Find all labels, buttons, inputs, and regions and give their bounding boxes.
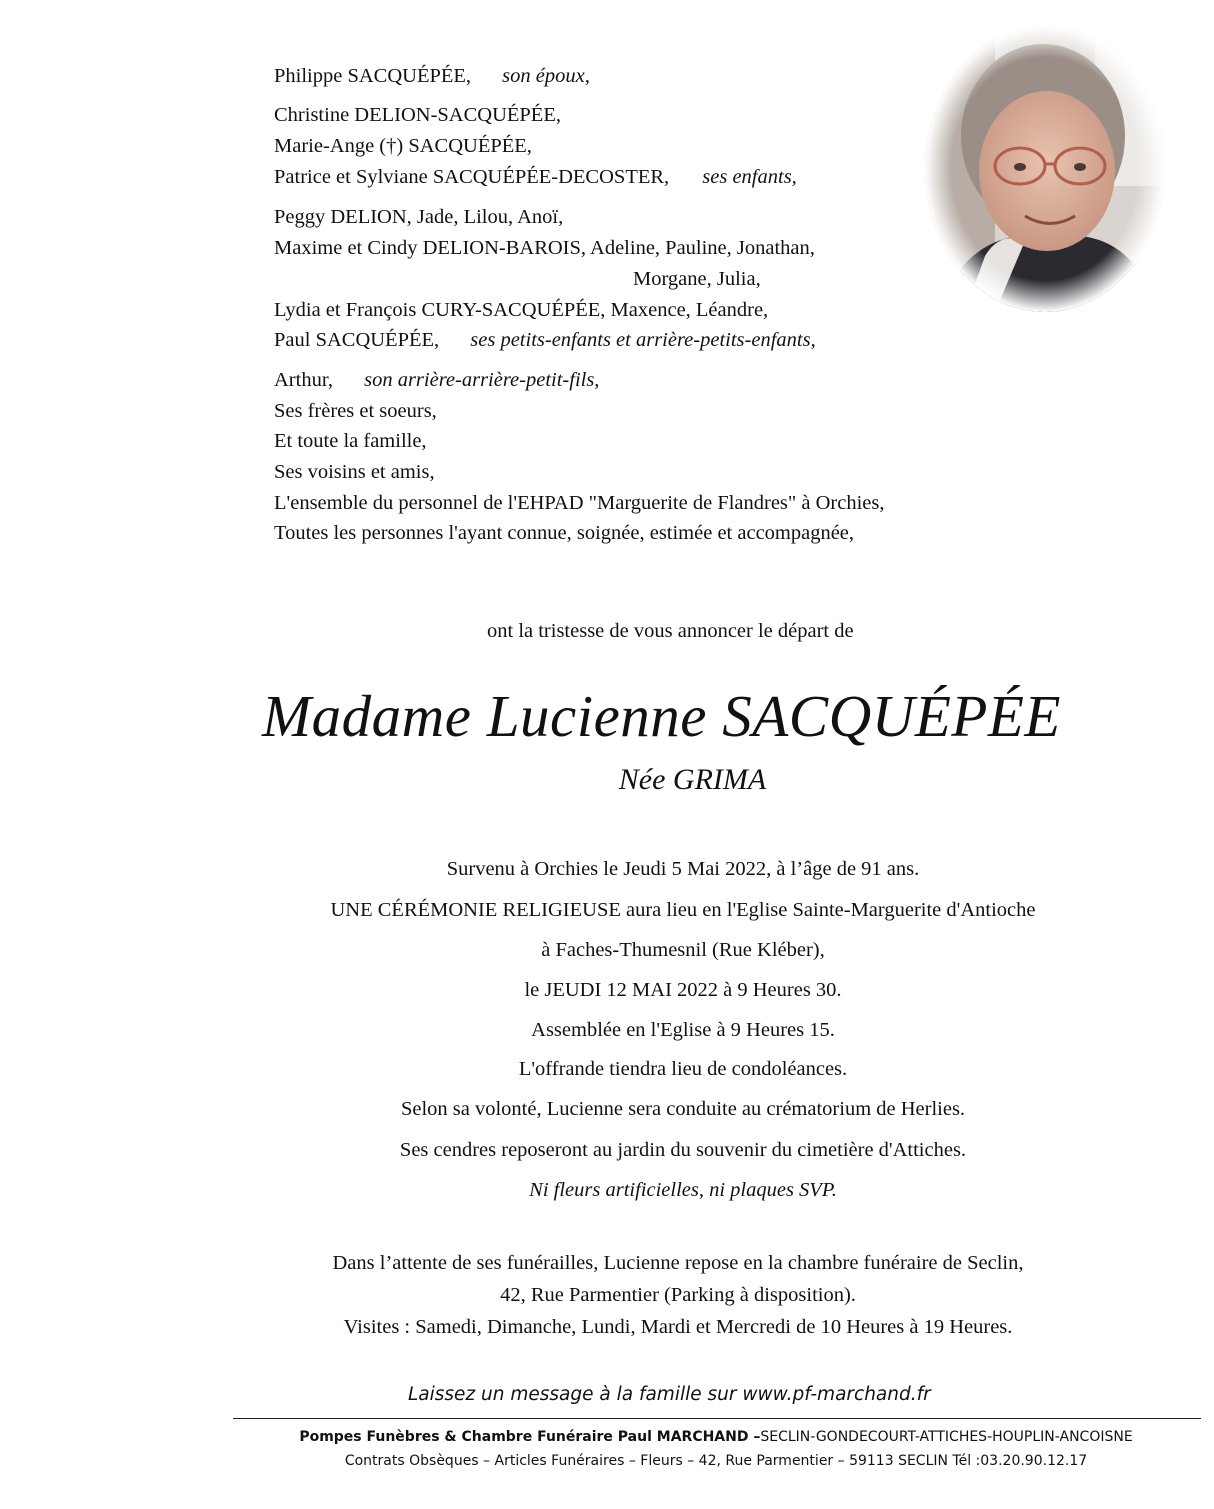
footer-company-towns: SECLIN-GONDECOURT-ATTICHES-HOUPLIN-ANCOISNE [760,1429,1133,1445]
ceremony-no-flowers: Ni fleurs artificielles, ni plaques SVP. [529,1179,837,1201]
ceremony-date: le JEUDI 12 MAI 2022 à 9 Heures 30. [524,979,842,1001]
family-line-family: Et toute la famille, [274,430,427,452]
family-line-child-3 [274,162,797,193]
great-great-grandchild-role: son arrière-arrière-petit-fils, [364,369,600,391]
family-line-siblings: Ses frères et soeurs, [274,400,437,422]
footer-company-name: Pompes Funèbres & Chambre Funéraire Paul MARCHAND – [299,1429,761,1445]
family-line-ehpad-staff: L'ensemble du personnel de l'EHPAD "Marguerite de Flandres" à Orchies, [274,492,885,514]
visit-hours: Visites : Samedi, Dimanche, Lundi, Mardi et Mercredi de 10 Heures à 19 Heures. [343,1316,1013,1338]
grandchildren-role: ses petits-enfants et arrière-petits-enfants, [470,329,816,351]
spouse-role: son époux, [502,65,590,87]
announcement-text: ont la tristesse de vous annoncer le départ de [487,620,854,642]
great-great-grandchild-name: Arthur, [274,369,333,391]
footer-contact: Contrats Obsèques – Articles Funéraires – Fleurs – 42, Rue Parmentier – 59113 SECLIN Tél :03.20.90.12.17 [344,1453,1088,1469]
ceremony-cremation: Selon sa volonté, Lucienne sera conduite au crématorium de Herlies. [400,1098,966,1120]
ceremony-location: à Faches-Thumesnil (Rue Kléber), [541,939,825,961]
children-role: ses enfants, [702,166,797,188]
visit-address: 42, Rue Parmentier (Parking à disposition). [500,1284,856,1306]
ceremony-death-info: Survenu à Orchies le Jeudi 5 Mai 2022, à l’âge de 91 ans. [446,858,920,880]
family-line-grandchild-4 [274,325,816,356]
maiden-name: Née GRIMA [618,763,767,796]
family-line-grandchild-3: Lydia et François CURY-SACQUÉPÉE, Maxence, Léandre, [274,299,769,321]
footer-company [0,1429,1214,1445]
family-line-grandchild-2: Maxime et Cindy DELION-BAROIS, Adeline, Pauline, Jonathan, [274,237,815,259]
spouse-name: Philippe SACQUÉPÉE, [274,65,472,87]
ceremony-ashes: Ses cendres reposeront au jardin du souvenir du cimetière d'Attiches. [399,1139,967,1161]
ceremony-assembly: Assemblée en l'Eglise à 9 Heures 15. [531,1019,835,1041]
family-line-child-2: Marie-Ange (†) SACQUÉPÉE, [274,135,532,157]
family-line-all-persons: Toutes les personnes l'ayant connue, soignée, estimée et accompagnée, [274,522,855,544]
family-line-grandchild-1: Peggy DELION, Jade, Lilou, Anoï, [274,206,564,228]
family-line-great-great-grandchild [274,365,599,396]
footer-website-message: Laissez un message à la famille sur www.pf-marchand.fr [408,1384,931,1405]
portrait-photo [925,26,1165,312]
portrait-illustration [925,26,1165,312]
family-line-grandchild-2-cont: Morgane, Julia, [633,268,761,290]
ceremony-offering: L'offrande tiendra lieu de condoléances. [518,1058,848,1080]
family-line-spouse [274,61,590,92]
ceremony-religious: UNE CÉRÉMONIE RELIGIEUSE aura lieu en l'Eglise Sainte-Marguerite d'Antioche [330,899,1036,921]
deceased-name: Madame Lucienne SACQUÉPÉE [262,683,1061,749]
footer-divider [233,1418,1201,1419]
family-line-neighbours: Ses voisins et amis, [274,461,435,483]
family-line-child-1: Christine DELION-SACQUÉPÉE, [274,104,561,126]
visit-funeral-home: Dans l’attente de ses funérailles, Lucienne repose en la chambre funéraire de Seclin, [332,1252,1024,1274]
grandchild-name: Paul SACQUÉPÉE, [274,329,440,351]
child-name: Patrice et Sylviane SACQUÉPÉE-DECOSTER, [274,166,670,188]
